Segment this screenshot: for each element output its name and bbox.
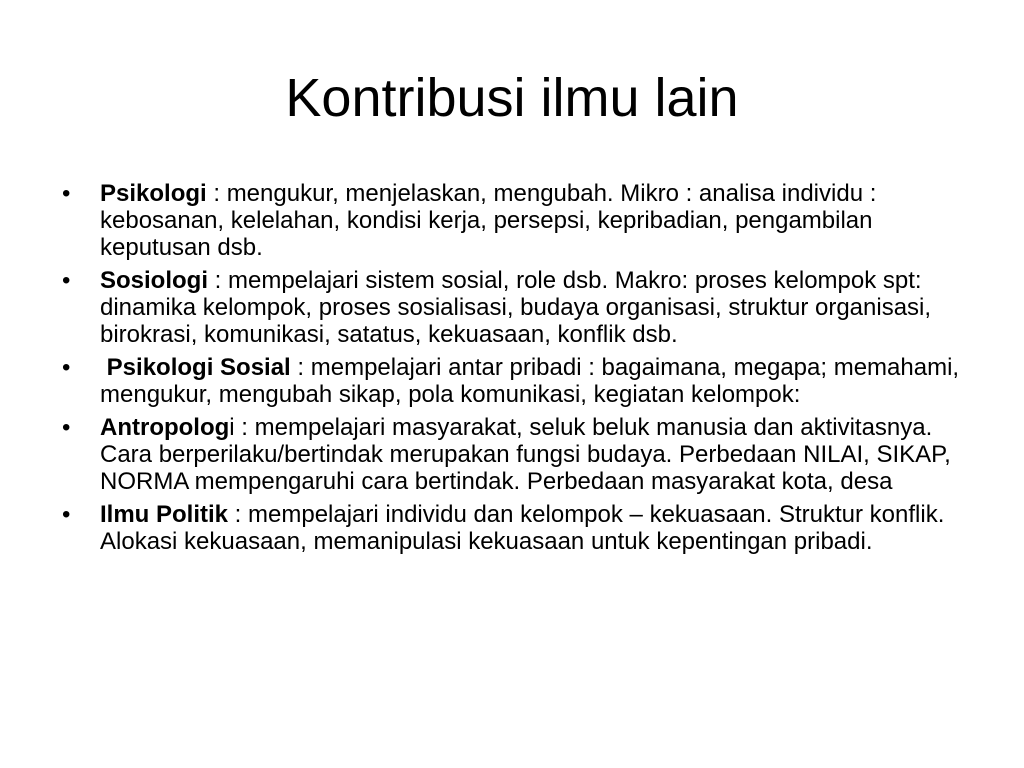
bullet-dot: • <box>62 267 71 294</box>
bullet-list <box>0 180 1024 561</box>
bullet-item-ilmu-politik <box>0 501 1024 555</box>
bullet-pre-space <box>100 354 107 381</box>
bullet-text: : mempelajari sistem sosial, role dsb. Makro: proses kelompok spt: dinamika kelompok, proses sosialisasi, budaya organisasi, struktur organisasi, birokrasi, komunikasi, satatus, kekuasaan, konflik dsb. <box>100 267 932 348</box>
bullet-item-psikologi <box>0 180 1024 261</box>
bullet-text: : mempelajari antar pribadi : bagaimana, megapa; memahami, mengukur, mengubah sikap, pola komunikasi, kegiatan kelompok: <box>100 354 960 408</box>
bullet-term: Antropolog <box>100 414 230 441</box>
bullet-term: Ilmu Politik <box>100 501 229 528</box>
bullet-dot: • <box>62 354 71 381</box>
bullet-text: : mempelajari individu dan kelompok – kekuasaan. Struktur konflik. Alokasi kekuasaan, memanipulasi kekuasaan untuk kepentingan pribadi. <box>100 501 945 555</box>
bullet-text: i : mempelajari masyarakat, seluk beluk manusia dan aktivitasnya. Cara berperilaku/bertindak merupakan fungsi budaya. Perbedaan NILAI, SIKAP, NORMA mempengaruhi cara bertindak. Perbedaan masyarakat kota, desa <box>100 414 951 495</box>
bullet-item-sosiologi <box>0 267 1024 348</box>
bullet-dot: • <box>62 180 71 207</box>
bullet-dot: • <box>62 414 71 441</box>
bullet-term: Sosiologi <box>100 267 208 294</box>
bullet-dot: • <box>62 501 71 528</box>
bullet-item-antropologi <box>0 414 1024 495</box>
bullet-term: Psikologi <box>100 180 207 207</box>
bullet-item-psikologi-sosial <box>0 354 1024 408</box>
bullet-text: : mengukur, menjelaskan, mengubah. Mikro : analisa individu : kebosanan, kelelahan, kondisi kerja, persepsi, kepribadian, pengambilan keputusan dsb. <box>100 180 877 261</box>
bullet-term: Psikologi Sosial <box>106 354 291 381</box>
slide-title: Kontribusi ilmu lain <box>285 68 739 128</box>
